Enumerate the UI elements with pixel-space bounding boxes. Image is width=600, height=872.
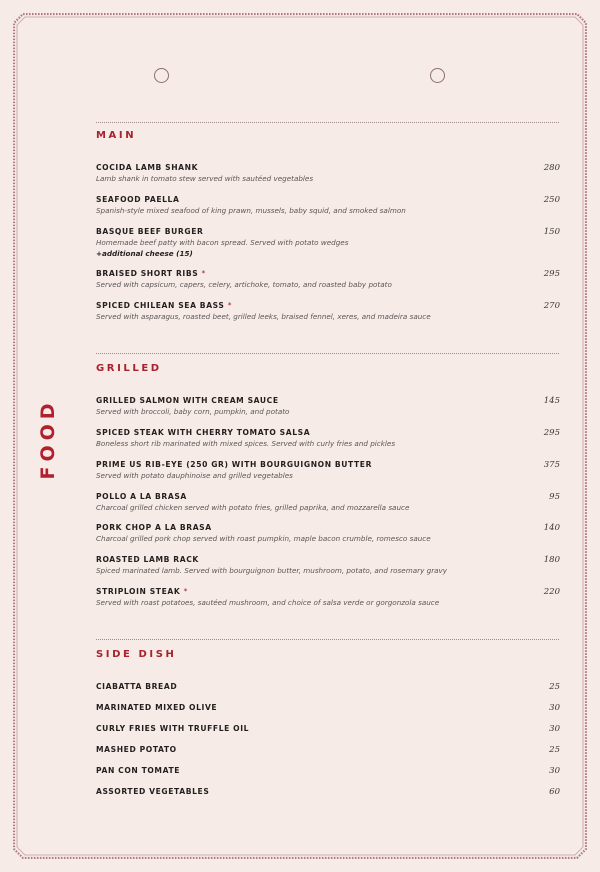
chef-star-marker: * xyxy=(183,587,188,596)
menu-item xyxy=(96,227,560,259)
item-name: BRAISED SHORT RIBS * xyxy=(96,269,206,278)
item-name: MARINATED MIXED OLIVE xyxy=(96,703,218,712)
menu-item xyxy=(96,555,560,576)
section-divider xyxy=(96,353,559,354)
menu-item xyxy=(96,523,560,544)
item-addon: +additional cheese (15) xyxy=(96,249,193,258)
menu-item xyxy=(96,396,560,417)
menu-item xyxy=(96,195,560,216)
item-price: 150 xyxy=(543,227,560,237)
item-name: SPICED CHILEAN SEA BASS * xyxy=(96,301,233,310)
side-title xyxy=(28,398,68,480)
item-description: Served with potato dauphinoise and grilled vegetables xyxy=(96,471,293,480)
item-price: 375 xyxy=(543,460,560,470)
menu-item xyxy=(96,301,560,322)
section-title-side-dish: SIDE DISH xyxy=(96,649,177,660)
item-price: 30 xyxy=(549,724,560,734)
item-description: Charcoal grilled chicken served with potato fries, grilled paprika, and mozzarella sauce xyxy=(96,503,410,512)
item-description: Boneless short rib marinated with mixed spices. Served with curly fries and pickles xyxy=(96,439,396,448)
binder-hole-right xyxy=(430,68,445,83)
item-price: 145 xyxy=(543,396,560,406)
item-price: 60 xyxy=(549,787,560,797)
menu-item xyxy=(96,460,560,481)
menu-item xyxy=(96,163,560,184)
item-name: ROASTED LAMB RACK xyxy=(96,555,199,564)
menu-item xyxy=(96,703,560,713)
item-price: 140 xyxy=(543,523,560,533)
item-description: Served with capsicum, capers, celery, artichoke, tomato, and roasted baby potato xyxy=(96,280,392,289)
section-divider xyxy=(96,122,559,123)
item-price: 25 xyxy=(549,682,560,692)
item-name: COCIDA LAMB SHANK xyxy=(96,163,199,172)
item-price: 95 xyxy=(549,492,560,502)
menu-item xyxy=(96,724,560,734)
menu-item xyxy=(96,428,560,449)
menu-item xyxy=(96,766,560,776)
item-description: Spanish-style mixed seafood of king prawn, mussels, baby squid, and smoked salmon xyxy=(96,206,406,215)
item-name: MASHED POTATO xyxy=(96,745,177,754)
item-name: CURLY FRIES WITH TRUFFLE OIL xyxy=(96,724,250,733)
side-title-text: FOOD xyxy=(37,398,59,480)
item-price: 295 xyxy=(543,269,560,279)
item-price: 220 xyxy=(543,587,560,597)
item-name: SPICED STEAK WITH CHERRY TOMATO SALSA xyxy=(96,428,311,437)
item-price: 25 xyxy=(549,745,560,755)
item-name: SEAFOOD PAELLA xyxy=(96,195,180,204)
section-divider xyxy=(96,639,559,640)
item-name: POLLO A LA BRASA xyxy=(96,492,187,501)
item-description: Spiced marinated lamb. Served with bourguignon butter, mushroom, potato, and rosemary gravy xyxy=(96,566,448,575)
item-price: 295 xyxy=(543,428,560,438)
menu-item xyxy=(96,682,560,692)
section-title-grilled: GRILLED xyxy=(96,363,162,374)
item-description: Served with roast potatoes, sautéed mushroom, and choice of salsa verde or gorgonzola sauce xyxy=(96,598,440,607)
item-description: Charcoal grilled pork chop served with roast pumpkin, maple bacon crumble, romesco sauce xyxy=(96,534,431,543)
item-description: Lamb shank in tomato stew served with sautéed vegetables xyxy=(96,174,314,183)
item-name: STRIPLOIN STEAK * xyxy=(96,587,188,596)
menu-item xyxy=(96,269,560,290)
item-price: 30 xyxy=(549,766,560,776)
item-description: Served with asparagus, roasted beet, grilled leeks, braised fennel, xeres, and madeira sauce xyxy=(96,312,431,321)
item-name: ASSORTED VEGETABLES xyxy=(96,787,210,796)
item-price: 280 xyxy=(543,163,560,173)
item-price: 270 xyxy=(543,301,560,311)
chef-star-marker: * xyxy=(201,269,206,278)
item-description: Served with broccoli, baby corn, pumpkin, and potato xyxy=(96,407,290,416)
menu-item xyxy=(96,745,560,755)
item-description: Homemade beef patty with bacon spread. Served with potato wedges xyxy=(96,238,349,247)
menu-item xyxy=(96,492,560,513)
item-name: PAN CON TOMATE xyxy=(96,766,181,775)
item-name: BASQUE BEEF BURGER xyxy=(96,227,204,236)
item-name: CIABATTA BREAD xyxy=(96,682,178,691)
menu-item xyxy=(96,587,560,608)
item-name: GRILLED SALMON WITH CREAM SAUCE xyxy=(96,396,279,405)
section-title-main: MAIN xyxy=(96,130,137,141)
item-price: 30 xyxy=(549,703,560,713)
item-price: 180 xyxy=(543,555,560,565)
item-name: PRIME US RIB-EYE (250 GR) WITH BOURGUIGNON BUTTER xyxy=(96,460,373,469)
item-price: 250 xyxy=(543,195,560,205)
item-name: PORK CHOP A LA BRASA xyxy=(96,523,212,532)
binder-hole-left xyxy=(154,68,169,83)
menu-item xyxy=(96,787,560,797)
chef-star-marker: * xyxy=(227,301,233,310)
